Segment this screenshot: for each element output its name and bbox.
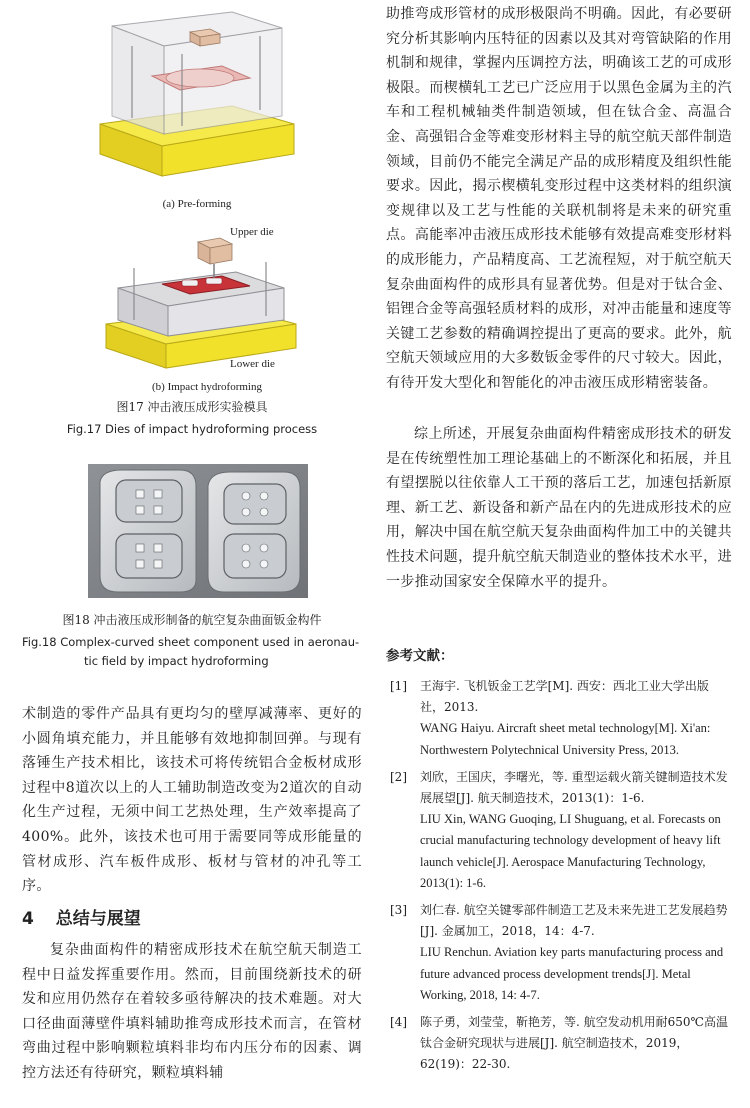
fig17a-image bbox=[82, 6, 312, 186]
left-paragraph-2: 复杂曲面构件的精密成形技术在航空航天制造工程中日益发挥重要作用。然而，目前围绕新技术的研发和应用仍然存在着较多亟待解决的技术难题。对大口径曲面薄壁件填料辅助推弯成形技术而言，在管材弯曲过程中影响颗粒填料非均布内压分布的因素、调控方法还有待研究，颗粒填料辅 bbox=[22, 942, 362, 1081]
left-paragraph-1: 术制造的零件产品具有更均匀的壁厚减薄率、更好的小圆角填充能力，并且能够有效地抑制回弹。与现有落锤生产技术相比，该技术可将传统铝合金板材成形过程中8道次以上的人工辅助制造改变为2道次的自动化生产过程，无须中间工艺热处理，生产效率提高了400%。此外，该技术也可用于需要同等成形能量的管材成形、汽车板件成形、板材与管材的冲孔等工序。 bbox=[22, 706, 362, 895]
reference-item bbox=[386, 767, 732, 894]
reference-cn: 王海宇. 飞机钣金工艺学[M]. 西安：西北工业大学出版社，2013. bbox=[420, 679, 709, 715]
reference-item bbox=[386, 900, 732, 1006]
pre-forming-die-illustration bbox=[82, 6, 312, 186]
reference-cn: 刘欣，王国庆，李曙光，等. 重型运载火箭关键制造技术发展展望[J]. 航天制造技术，2013(1)：1-6. bbox=[420, 769, 728, 806]
reference-number: [4] bbox=[390, 1015, 407, 1030]
section-title: 总结与展望 bbox=[55, 909, 141, 929]
reference-cn: 刘仁春. 航空关键零部件制造工艺及未来先进工艺发展趋势[J]. 金属加工，2018，14：4-7. bbox=[420, 903, 728, 939]
fig17-caption-cn: 图17 冲击液压成形实验模具 bbox=[116, 400, 268, 414]
right-paragraph-2: 综上所述，开展复杂曲面构件精密成形技术的研发是在传统塑性加工理论基础上的不断深化和拓展，并且有望摆脱以往依靠人工干预的落后工艺，加速包括新原理、新工艺、新设备和新产品在内的先进成形技术的应用，解决中国在航空航天复杂曲面构件加工中的关键共性技术问题，提升航空航天制造业的整体技术水平，进一步推动国家安全保障水平的提升。 bbox=[386, 426, 732, 590]
right-paragraph-1: 助推弯成形管材的成形极限尚不明确。因此，有必要研究分析其影响内压特征的因素以及其对弯管缺陷的作用机制和规律，掌握内压调控方法，明确该工艺的可成形极限。而楔横轧工艺已广泛应用于以黑色金属为主的汽车和工程机械轴类件制造领域，但在钛合金、高温合金、高强铝合金等难变形材料主导的航空航天部件制造领域，目前仍不能完全满足产品的成形精度及组织性能要求。因此，揭示楔横轧变形过程中这类材料的组织演变规律以及工艺与性能的关联机制将是未来的研究重点。高能率冲击液压成形技术能够有效提高难变形材料的成形能力，产品精度高、工艺流程短，对于航空航天复杂曲面构件的成形具有显著优势。但是对于钛合金、铝锂合金等高强轻质材料的成形，对冲击能量和速度等关键工艺参数的精确调控提出了更高的要求。此外，航空航天领域应用的大多数钣金零件的尺寸较大。因此，有待开发大型化和智能化的冲击液压成形精密装备。 bbox=[386, 6, 732, 391]
reference-item bbox=[386, 1012, 732, 1076]
reference-item bbox=[386, 676, 732, 761]
reference-cn: 陈子勇，刘莹莹，靳艳芳，等. 航空发动机用耐650℃高温钛合金研究现状与进展[J]. 航空制造技术，2019，62(19)：22-30. bbox=[420, 1015, 728, 1072]
impact-hydroforming-die-illustration bbox=[86, 228, 316, 378]
sheet-component-photo bbox=[88, 464, 308, 598]
fig18-caption-en-line2: tic field by impact hydroforming bbox=[84, 654, 269, 668]
section-number: 4 bbox=[22, 909, 34, 929]
reference-number: [2] bbox=[390, 769, 407, 784]
fig17-caption-en: Fig.17 Dies of impact hydroforming process bbox=[66, 422, 318, 436]
fig18-caption-en-line1: Fig.18 Complex-curved sheet component used in aeronau- bbox=[22, 635, 360, 649]
section-heading-4 bbox=[22, 904, 362, 929]
fig17b-label: (b) Impact hydroforming bbox=[152, 381, 262, 393]
upper-die-label: Upper die bbox=[230, 226, 274, 238]
fig18-caption-cn: 图18 冲击液压成形制备的航空复杂曲面钣金构件 bbox=[62, 613, 322, 627]
reference-en: WANG Haiyu. Aircraft sheet metal technology[M]. Xi'an: Northwestern Polytechnical University Press, 2013. bbox=[420, 721, 711, 757]
reference-en: LIU Renchun. Aviation key parts manufacturing process and future advanced process development trends[J]. Metal Working, 2018, 14: 4-7. bbox=[420, 945, 724, 1002]
reference-list bbox=[386, 676, 732, 1076]
fig18-photo bbox=[88, 464, 308, 598]
fig17b-image bbox=[86, 228, 316, 378]
references-title: 参考文献： bbox=[386, 648, 454, 664]
lower-die-label: Lower die bbox=[230, 358, 275, 370]
reference-en: LIU Xin, WANG Guoqing, LI Shuguang, et al. Forecasts on crucial manufacturing technology development of heavy lift launch vehicle[J]. Aerospace Manufacturing Technology, 2013(1): 1-6. bbox=[420, 812, 721, 890]
reference-number: [3] bbox=[390, 903, 407, 918]
reference-number: [1] bbox=[390, 679, 407, 693]
fig17a-label: (a) Pre-forming bbox=[162, 198, 232, 210]
